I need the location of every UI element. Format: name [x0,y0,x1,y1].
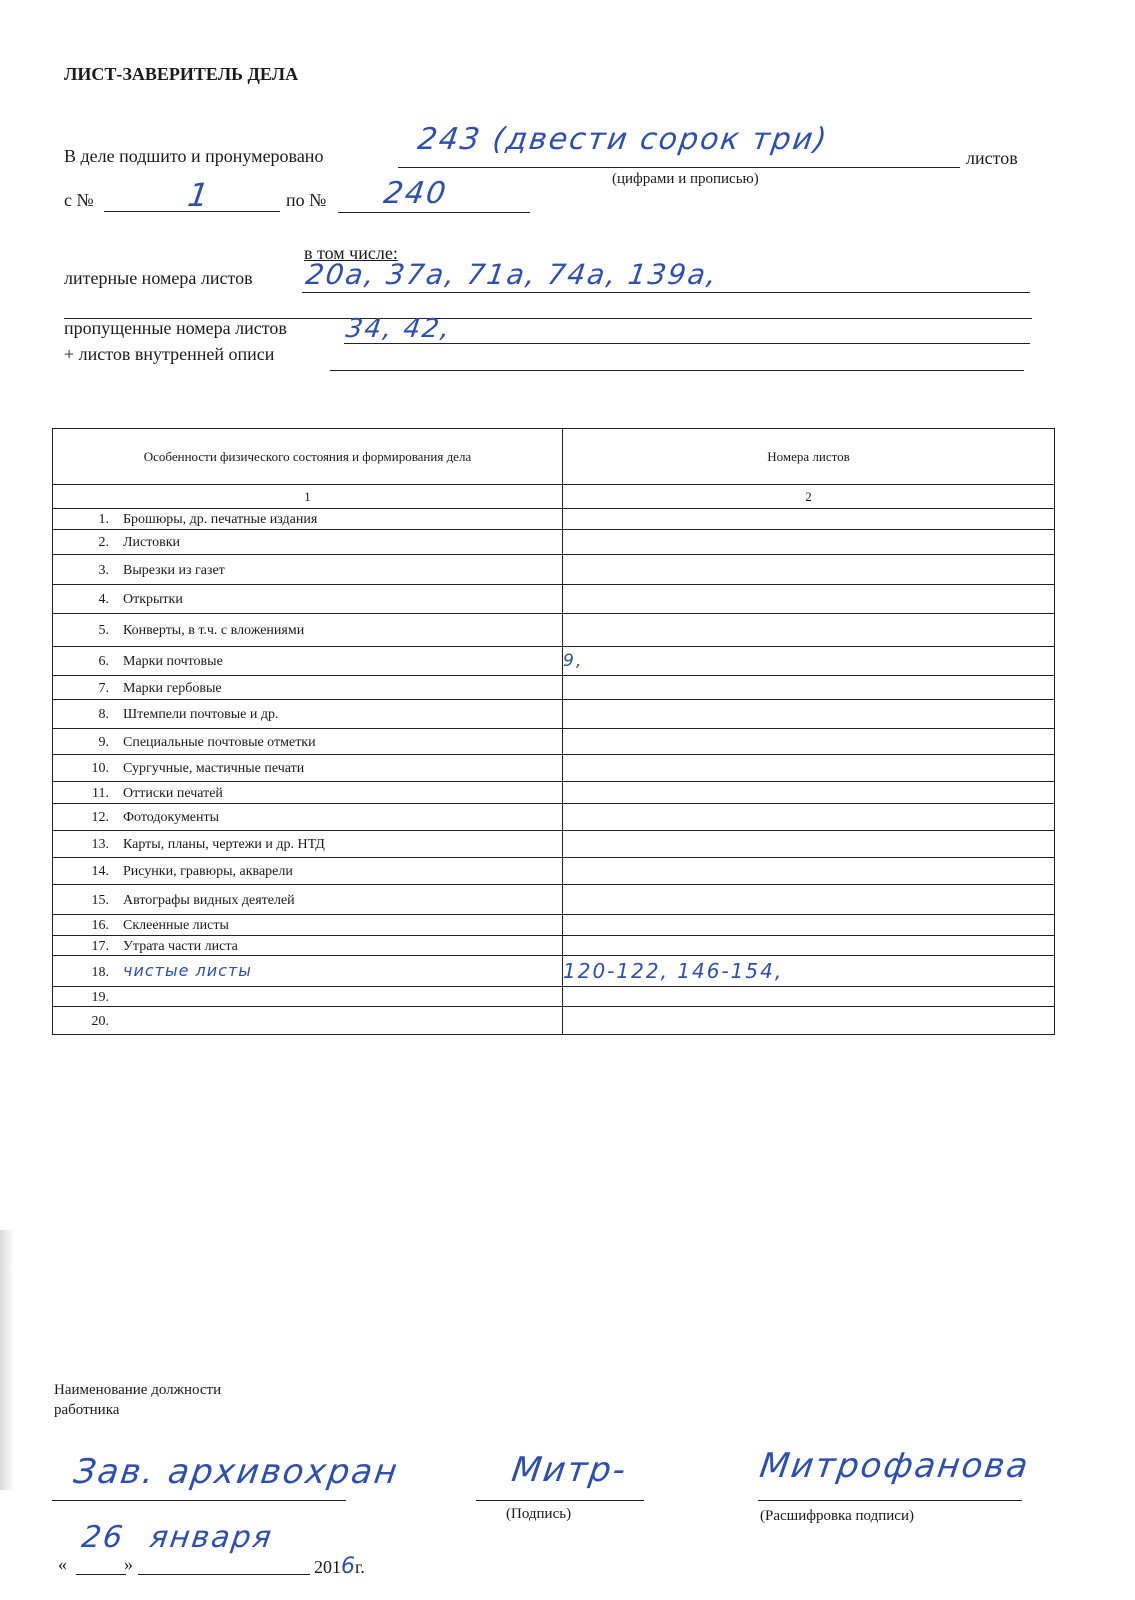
form-title: ЛИСТ-ЗАВЕРИТЕЛЬ ДЕЛА [64,64,299,84]
including-label: в том числе: [304,243,398,263]
letter-value: 20а, 37а, 71а, 74а, 139а, [303,258,721,291]
colnum-2: 2 [563,485,1055,509]
table-row [53,614,1055,647]
sewn-hint: (цифрами и прописью) [612,171,759,187]
position-label-block [54,1380,221,1420]
table-row [53,782,1055,804]
table-row [53,530,1055,555]
row-num: 12. [91,810,109,825]
row-value [563,987,1055,1007]
row-num: 3. [98,562,109,578]
date-quote-open: « [58,1554,67,1574]
row-label: Склеенные листы [123,918,229,933]
row-value [563,831,1055,858]
inventory-label: + листов внутренней описи [64,344,275,364]
table-row [53,676,1055,700]
date-year [314,1554,365,1579]
table-row [53,915,1055,936]
row-value [563,509,1055,530]
row-label: Конверты, в т.ч. с вложениями [123,623,305,638]
header-sheet-numbers: Номера листов [563,429,1055,485]
date-day: 26 [79,1520,127,1555]
row-num: 4. [98,592,109,607]
row-num: 18. [91,965,109,980]
row-value [563,755,1055,782]
to-value: 240 [381,176,450,211]
row-num: 11. [92,785,109,801]
row-label: Фотодокументы [123,810,220,825]
row-value [563,1007,1055,1035]
row-label: Брошюры, др. печатные издания [123,512,318,527]
date-quote-close: » [124,1554,133,1574]
row-label: Утрата части листа [123,938,238,954]
row-value [563,555,1055,585]
table-row [53,585,1055,614]
position-label-line-2: работника [54,1402,120,1418]
letter-label: литерные номера листов [64,268,253,288]
signature-underline [476,1500,644,1501]
row-label: Штемпели почтовые и др. [123,707,279,722]
signature-caption: (Подпись) [506,1506,572,1522]
colnum-1: 1 [53,485,563,509]
row-value: 120-122, 146-154, [563,956,1055,987]
row-num: 17. [91,938,109,954]
to-underline [338,212,530,213]
row-num: 1. [98,512,109,527]
position-underline [52,1500,346,1501]
sheets-word: листов [966,148,1018,168]
from-value: 1 [185,176,214,214]
date-month: января [147,1520,276,1555]
row-value [563,804,1055,831]
table-row [53,831,1055,858]
row-num: 6. [98,654,109,669]
row-num: 10. [91,761,109,776]
row-value [563,614,1055,647]
decoding-underline [758,1500,1022,1501]
row-value [563,936,1055,956]
row-label: Марки почтовые [123,654,223,669]
header-features: Особенности физического состояния и формирования дела [53,429,563,485]
date-day-underline [76,1574,126,1575]
table-row [53,509,1055,530]
missing-label: пропущенные номера листов [64,318,287,338]
table-row [53,555,1055,585]
row-label: Рисунки, гравюры, акварели [123,864,293,879]
row-label: Листовки [123,535,181,550]
table-row [53,1007,1055,1035]
row-num: 7. [98,680,109,696]
table-header-row [53,429,1055,485]
row-num: 13. [91,837,109,852]
features-table [52,428,1055,1035]
row-label: Вырезки из газет [123,562,225,578]
row-value: 9, [563,647,1055,676]
row-num: 2. [98,535,109,550]
row-num: 19. [91,989,109,1005]
row-num: 9. [98,734,109,750]
row-label: Специальные почтовые отметки [123,734,316,750]
row-label: Оттиски печатей [123,785,223,801]
scan-edge-shadow [0,1230,14,1490]
row-value [563,885,1055,915]
table-row [53,700,1055,729]
table-row [53,755,1055,782]
signature-value: Митр- [509,1450,630,1490]
sewn-underline [398,167,960,168]
row-label: чистые листы [123,961,252,980]
row-value [563,530,1055,555]
row-value [563,782,1055,804]
row-value [563,700,1055,729]
position-value: Зав. архивохран [71,1452,402,1492]
row-num: 16. [91,918,109,933]
date-year-prefix: 201 [314,1557,341,1577]
table-row [53,956,1055,987]
row-value [563,915,1055,936]
to-label: по № [286,190,327,210]
sewn-value: 243 (двести сорок три) [415,122,831,157]
date-year-digit: 6 [341,1554,355,1579]
inventory-underline [330,370,1024,371]
table-row [53,729,1055,755]
table-row [53,647,1055,676]
from-label: с № [64,190,94,210]
table-colnum-row [53,485,1055,509]
row-num: 5. [98,623,109,638]
table-row [53,936,1055,956]
row-value [563,676,1055,700]
row-value [563,729,1055,755]
letter-underline [302,292,1030,293]
row-num: 15. [91,892,109,908]
row-label: Карты, планы, чертежи и др. НТД [123,837,325,852]
row-value [563,858,1055,885]
decoding-caption: (Расшифровка подписи) [760,1508,914,1524]
row-label: Автографы видных деятелей [123,892,295,908]
decoding-value: Митрофанова [757,1446,1033,1486]
date-month-underline [138,1574,310,1575]
sewn-label: В деле подшито и пронумеровано [64,146,324,166]
table-row [53,804,1055,831]
row-label: Открытки [123,592,183,607]
row-num: 20. [91,1013,109,1029]
row-num: 8. [98,707,109,722]
row-value [563,585,1055,614]
row-label: Сургучные, мастичные печати [123,761,305,776]
row-label: Марки гербовые [123,680,222,696]
position-label-line-1: Наименование должности [54,1382,222,1398]
date-year-suffix: г. [355,1557,365,1577]
missing-value: 34, 42, [343,314,454,344]
table-row [53,987,1055,1007]
row-num: 14. [91,864,109,879]
table-row [53,858,1055,885]
table-row [53,885,1055,915]
